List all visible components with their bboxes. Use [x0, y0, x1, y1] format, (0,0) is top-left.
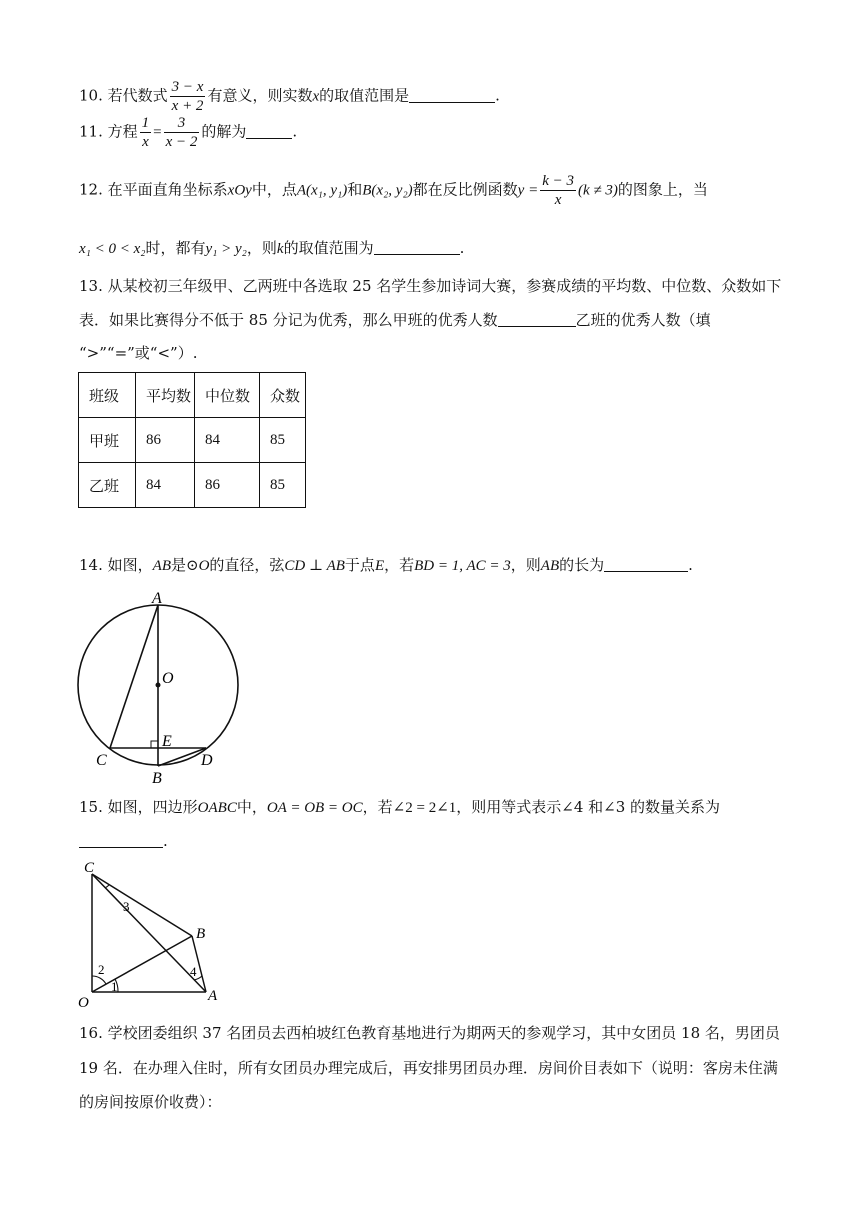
question-number: 16. — [79, 1024, 103, 1042]
label-angle-3: 3 — [123, 899, 130, 914]
label-angle-2: 2 — [98, 962, 105, 977]
table-cell: 乙班 — [79, 463, 136, 508]
question-number: 13. — [79, 277, 103, 295]
circle-figure — [70, 588, 250, 788]
table-cell: 85 — [260, 463, 306, 508]
answer-blank[interactable] — [409, 88, 495, 103]
label-b: B — [196, 926, 206, 942]
angle-3-arc — [105, 885, 109, 888]
table-header-row — [79, 373, 306, 418]
label-c: C — [96, 752, 107, 769]
angle-2-arc — [92, 976, 106, 984]
table-cell: 86 — [195, 463, 260, 508]
question-15-line-2: . — [79, 831, 168, 851]
fraction: $\frac{3 - x}{x + 2}$ — [171, 79, 204, 114]
label-d: D — [201, 752, 213, 769]
diagonal-ca — [92, 874, 206, 992]
right-angle-mark — [151, 741, 158, 748]
chord-ac — [110, 605, 158, 748]
chord-bd — [158, 748, 206, 766]
question-16: 16. 学校团委组织 37 名团员去西柏坡红色教育基地进行为期两天的参观学习，其中女团员 18 名，男团员 — [79, 1024, 780, 1042]
table-header: 中位数 — [195, 373, 260, 418]
answer-blank[interactable] — [604, 557, 688, 572]
label-angle-4: 4 — [190, 964, 197, 979]
question-12-line-2: x₁ < 0 < x₂时，都有y₁ > y₂，则k的取值范围为 . — [79, 239, 465, 257]
question-15: 15. 如图，四边形OABC中，OA = OB = OC，若∠2 = 2∠1，则用等式表示∠4 和∠3 的数量关系为 — [79, 798, 721, 816]
table-row — [79, 418, 306, 463]
label-angle-1: 1 — [111, 979, 118, 994]
label-b: B — [152, 770, 162, 787]
question-16-line-3: 的房间按原价收费）： — [79, 1093, 222, 1111]
question-12: 12. 在平面直角坐标系xOy中，点A(x₁, y₁)和B(x₂, y₂)都在反比例函数y = $\frac{k - 3}{x}$ (k ≠ 3)的图象上，当 — [79, 173, 708, 208]
question-11: 11. 方程 $\frac{1}{x}$ = $\frac{3}{x - 2}$ 的解为 . — [79, 115, 298, 150]
question-14: 14. 如图，AB是⊙O的直径，弦CD ⊥ AB于点E，若BD = 1, AC = 3，则AB的长为 . — [79, 556, 693, 574]
table-cell: 84 — [136, 463, 195, 508]
center-dot — [156, 683, 161, 688]
diagonal-ob — [92, 936, 192, 992]
answer-blank[interactable] — [246, 124, 292, 139]
question-number: 11. — [79, 122, 103, 141]
quadrilateral-figure — [72, 854, 232, 1014]
fraction: $\frac{1}{x}$ — [141, 115, 150, 150]
answer-blank[interactable] — [79, 833, 163, 848]
label-a: A — [152, 590, 162, 607]
answer-blank[interactable] — [374, 240, 460, 255]
question-number: 12. — [79, 180, 103, 199]
table-cell: 84 — [195, 418, 260, 463]
table-header: 众数 — [260, 373, 306, 418]
answer-blank[interactable] — [498, 312, 576, 327]
question-16-line-2: 19 名．在办理入住时，所有女团员办理完成后，再安排男团员办理．房间价目表如下（说明：客房未住满 — [79, 1059, 778, 1077]
table-cell: 85 — [260, 418, 306, 463]
table-header: 平均数 — [136, 373, 195, 418]
question-13: 13. 从某校初三年级甲、乙两班中各选取 25 名学生参加诗词大赛，参赛成绩的平均数、中位数、众数如下 — [79, 277, 782, 295]
question-number: 15. — [79, 798, 103, 816]
fraction: $\frac{k - 3}{x}$ — [542, 173, 574, 208]
question-13-line-2: 表．如果比赛得分不低于 85 分记为优秀，那么甲班的优秀人数 乙班的优秀人数（填 — [79, 311, 711, 329]
score-table — [78, 372, 306, 508]
question-number: 10. — [79, 86, 103, 105]
label-a: A — [208, 988, 218, 1004]
table-row — [79, 463, 306, 508]
fraction: $\frac{3}{x - 2}$ — [165, 115, 198, 150]
table-cell: 86 — [136, 418, 195, 463]
label-e: E — [162, 733, 172, 750]
label-o: O — [78, 995, 89, 1011]
question-10: 10. 若代数式 $\frac{3 - x}{x + 2}$ 有意义，则实数x的取值范围是 . — [79, 79, 500, 114]
label-c: C — [84, 860, 95, 876]
question-13-line-3: “>”“=”或“<”）. — [79, 344, 198, 362]
table-cell: 甲班 — [79, 418, 136, 463]
label-o: O — [162, 670, 174, 687]
table-header: 班级 — [79, 373, 136, 418]
question-number: 14. — [79, 556, 103, 574]
